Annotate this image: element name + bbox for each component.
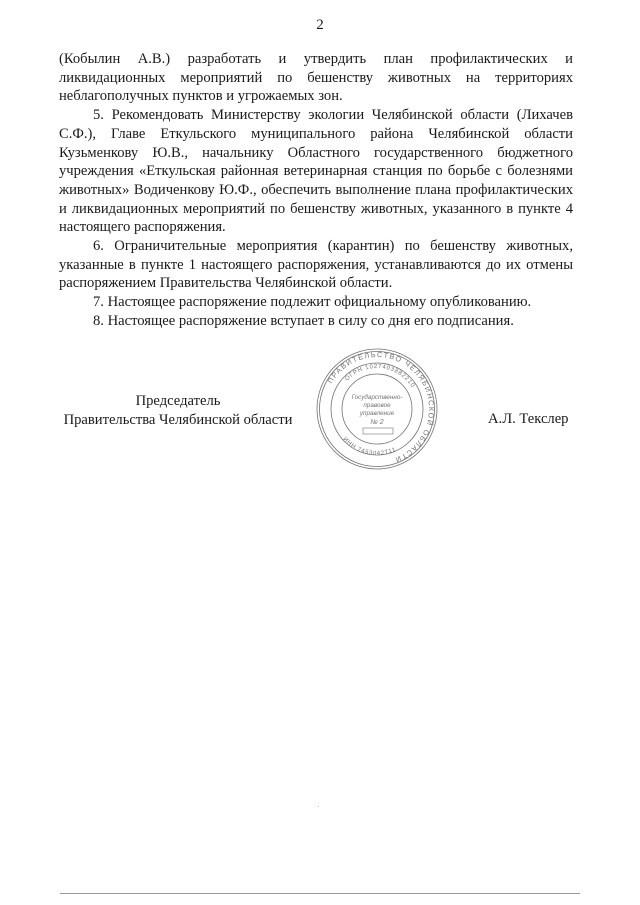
- signer-title-line-1: Председатель: [135, 393, 221, 409]
- paragraph-5: 5. Рекомендовать Министерству экологии Челябинской области (Лихачев С.Ф.), Главе Еткульского муниципального района Челябинской области Кузьменкову Ю.В., начальнику Областного государственного бюджетного учреждения «Еткульская районная ветеринарная станция по борьбе с болезнями животных» Водиченкову Ю.Ф., обеспечить выполнение плана профилактических и ликвидационных мероприятий по бешенству животных, указанного в пункте 4 настоящего распоряжения.: [59, 107, 573, 236]
- paragraph-4-continuation: (Кобылин А.В.) разработать и утвердить план профилактических и ликвидационных мероприятий по бешенству животных на территориях неблагополучных пунктов и угрожаемых зон.: [59, 51, 573, 105]
- seal-center-scribble: [363, 428, 393, 434]
- signer-title: [58, 392, 298, 429]
- signer-title-line-2: Правительства Челябинской области: [63, 411, 293, 428]
- scan-speck: [318, 806, 319, 807]
- seal-outer-ring-text: ПРАВИТЕЛЬСТВО ЧЕЛЯБИНСКОЙ ОБЛАСТИ: [325, 349, 437, 465]
- seal-ogrn-text: ОГРН 1027403882210: [344, 363, 416, 390]
- seal-center-line-1: Государственно-: [351, 394, 403, 401]
- seal-center-line-2: правовое: [363, 402, 391, 409]
- paragraph-7: 7. Настоящее распоряжение подлежит официальному опубликованию.: [93, 294, 532, 311]
- seal-center-line-3: управление: [359, 410, 395, 417]
- document-body: [59, 50, 573, 331]
- official-seal-stamp: [313, 345, 441, 473]
- paragraph-6: 6. Ограничительные мероприятия (карантин) по бешенству животных, указанные в пункте 1 настоящего распоряжения, устанавливаются до их отмены распоряжением Правительства Челябинской области.: [59, 238, 573, 292]
- seal-inn-text: ИНН 7453042711: [341, 436, 398, 458]
- seal-center-line-4: № 2: [370, 419, 384, 426]
- signer-name: А.Л. Текслер: [488, 411, 569, 427]
- paragraph-8: 8. Настоящее распоряжение вступает в силу со дня его подписания.: [93, 312, 514, 329]
- page-bottom-edge: [60, 893, 580, 894]
- page-number: 2: [316, 17, 324, 33]
